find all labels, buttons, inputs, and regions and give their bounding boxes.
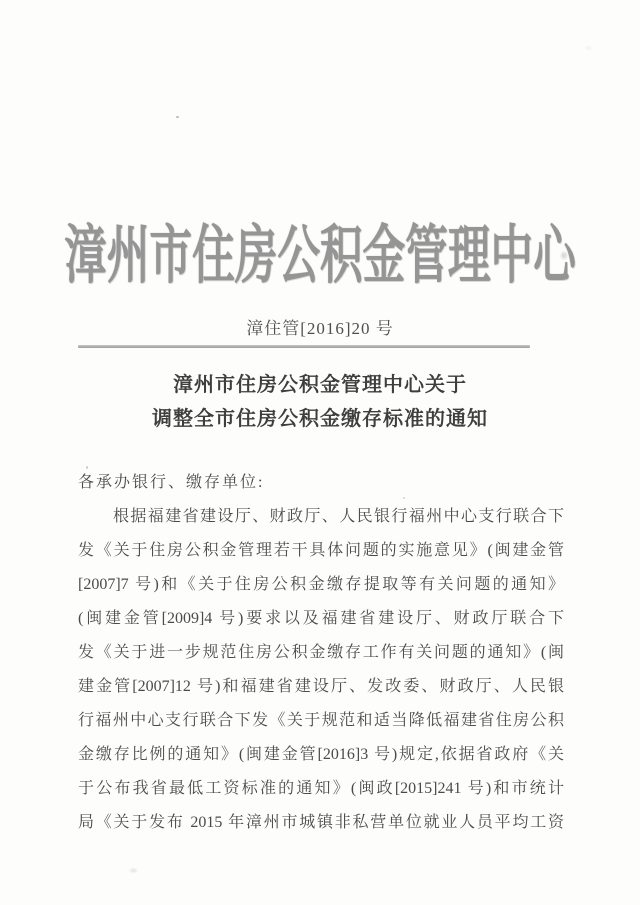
body-line: [2007]7 号)和《关于住房公积金缴存提取等有关问题的通知》 [78, 576, 564, 593]
body-line: 发《关于进一步规范住房公积金缴存工作有关问题的通知》(闽 [78, 644, 564, 661]
salutation-line: 各承办银行、缴存单位: [78, 474, 265, 491]
scan-speck [176, 116, 179, 118]
letterhead-title: 漳州市住房公积金管理中心 [64, 222, 576, 292]
scan-speck [130, 869, 137, 872]
body-line: 局《关于发布 2015 年漳州市城镇非私营单位就业人员平均工资 [78, 814, 564, 831]
body-paragraph [78, 500, 564, 840]
body-line: (闽建金管[2009]4 号)要求以及福建省建设厅、财政厅联合下 [78, 610, 564, 627]
separator-rule [78, 345, 530, 348]
body-line: 金缴存比例的通知》(闽建金管[2016]3 号)规定,依据省政府《关 [78, 746, 564, 763]
body-line: 建金管[2007]12 号)和福建省建设厅、发改委、财政厅、人民银 [78, 678, 564, 695]
scan-speck [403, 497, 405, 499]
scan-speck [561, 252, 567, 259]
notice-title-line-2: 调整全市住房公积金缴存标准的通知 [152, 408, 488, 430]
document-number: 漳住管[2016]20 号 [246, 319, 394, 338]
body-line: 根据福建省建设厅、财政厅、人民银行福州中心支行联合下 [113, 508, 564, 525]
body-line: 于公布我省最低工资标准的通知》(闽政[2015]241 号)和市统计 [78, 780, 564, 797]
scan-speck [86, 466, 88, 469]
scan-speck [586, 47, 591, 49]
notice-title-line-1: 漳州市住房公积金管理中心关于 [173, 374, 467, 396]
body-line: 发《关于住房公积金管理若干具体问题的实施意见》(闽建金管 [78, 542, 564, 559]
body-line: 行福州中心支行联合下发《关于规范和适当降低福建省住房公积 [78, 712, 564, 729]
notice-title [0, 368, 640, 436]
